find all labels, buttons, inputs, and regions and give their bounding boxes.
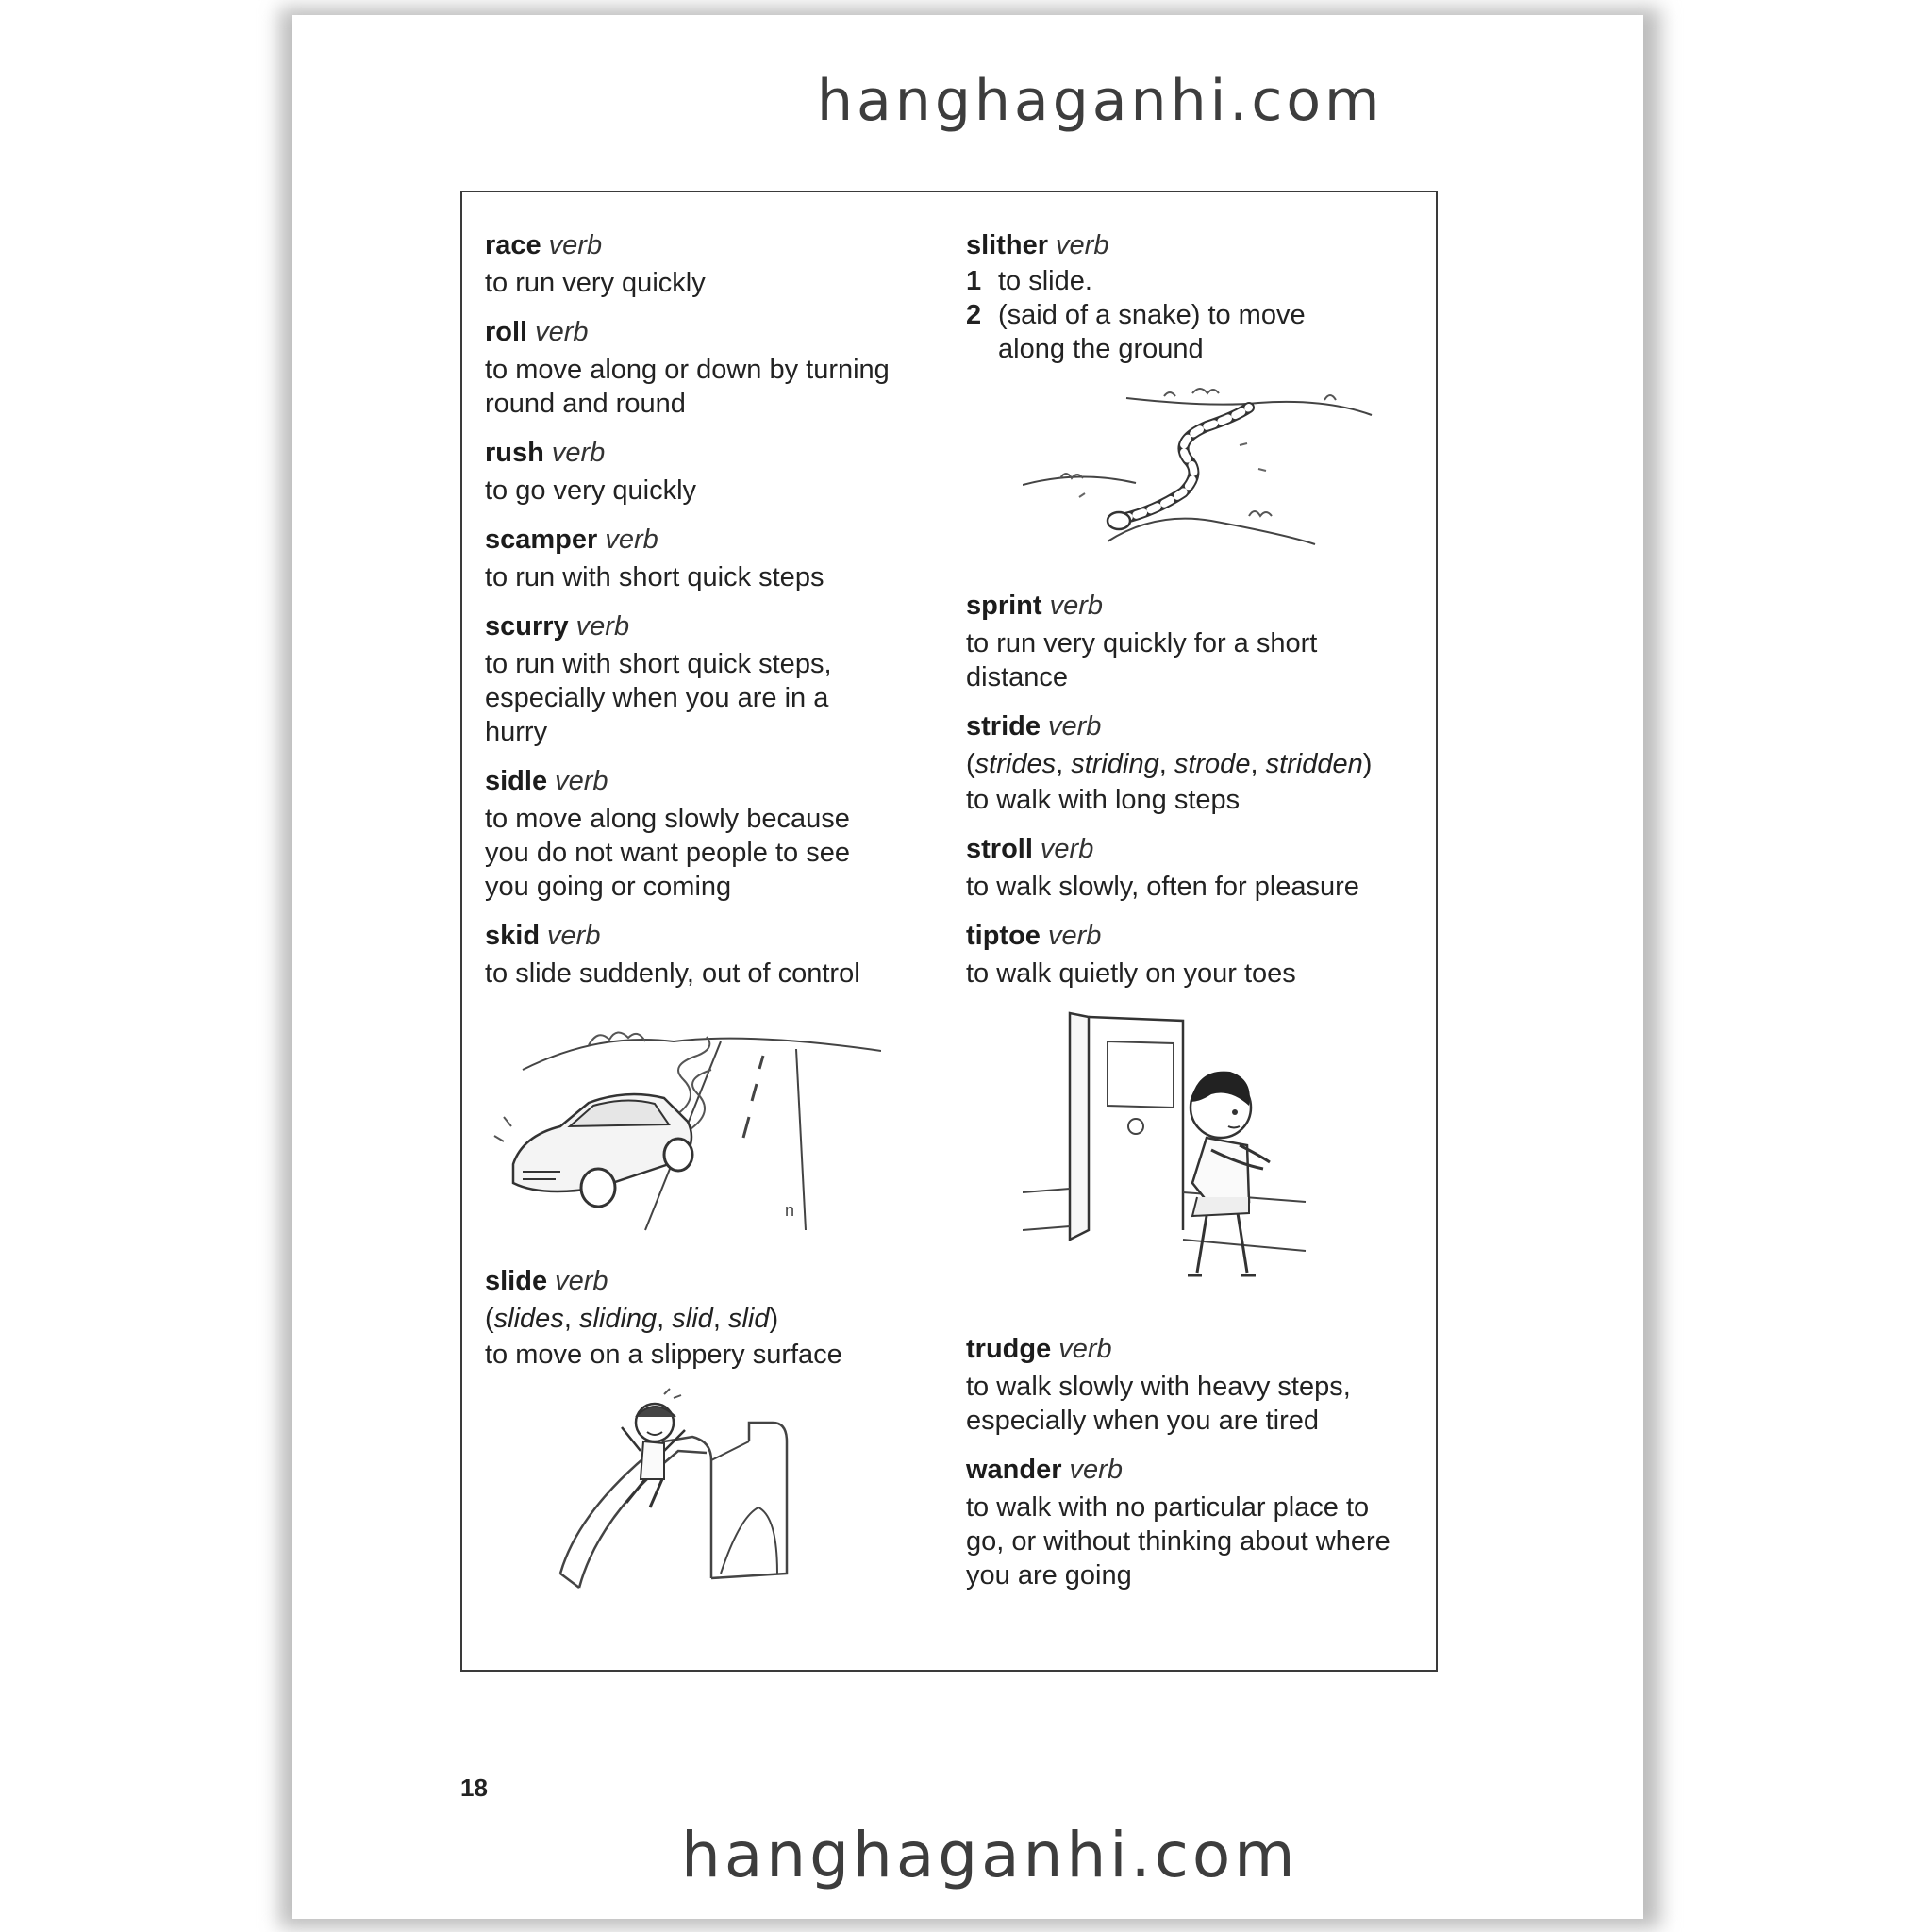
inflection: slid [672, 1304, 713, 1334]
part-of-speech: verb [1058, 1334, 1112, 1364]
right-column [966, 226, 1428, 1606]
headword: race [485, 230, 541, 260]
definition: to run with short quick steps, especially when you are in a hurry [485, 649, 832, 747]
headword: tiptoe [966, 921, 1041, 951]
inflection: sliding [578, 1304, 658, 1334]
definition: to move along slowly because you do not want people to see you going or coming [485, 804, 850, 902]
headword: roll [485, 317, 528, 347]
watermark-bottom: hanghaganhi.com [681, 1819, 1299, 1891]
inflection: strides [974, 749, 1057, 779]
headword: scamper [485, 525, 598, 555]
snake-illustration [1023, 379, 1419, 568]
inflections: (slides, sliding, slid, slid) [485, 1304, 779, 1334]
entry-sidle [485, 762, 938, 904]
headword: sprint [966, 591, 1042, 621]
part-of-speech: verb [547, 921, 601, 951]
sense-text: (said of a snake) to move along the ground [998, 300, 1306, 364]
definition: to go very quickly [485, 475, 697, 506]
headword: slide [485, 1266, 548, 1296]
dictionary-box [460, 191, 1438, 1672]
definition: to walk slowly, often for pleasure [966, 872, 1359, 902]
definition: to walk with long steps [966, 785, 1241, 815]
entry-wander [966, 1451, 1428, 1592]
sense-1 [966, 264, 1428, 298]
part-of-speech: verb [551, 438, 606, 468]
entry-stride [966, 708, 1428, 817]
definition: to move on a slippery surface [485, 1340, 842, 1370]
headword: rush [485, 438, 544, 468]
inflection: stridden [1265, 749, 1363, 779]
definition: to slide suddenly, out of control [485, 958, 860, 989]
headword: skid [485, 921, 541, 951]
part-of-speech: verb [605, 525, 658, 555]
part-of-speech: verb [1056, 230, 1109, 260]
headword: wander [966, 1455, 1062, 1485]
inflection: strode [1174, 749, 1251, 779]
left-column [485, 226, 938, 1602]
sense-text: to slide. [998, 266, 1092, 296]
tiptoe-boy-illustration [1023, 1004, 1419, 1306]
entry-sprint [966, 587, 1428, 694]
part-of-speech: verb [555, 766, 608, 796]
headword: sidle [485, 766, 548, 796]
definition: to run with short quick steps [485, 562, 824, 592]
headword: stride [966, 711, 1041, 741]
headword: scurry [485, 611, 569, 641]
page-number: 18 [460, 1774, 488, 1802]
part-of-speech: verb [1040, 834, 1094, 864]
headword: slither [966, 230, 1049, 260]
inflection: slid [727, 1304, 770, 1334]
definition: to walk quietly on your toes [966, 958, 1296, 989]
slide-child-illustration [523, 1385, 919, 1602]
watermark-top: hanghaganhi.com [817, 68, 1384, 134]
skidding-car-illustration [485, 1004, 881, 1240]
part-of-speech: verb [1049, 591, 1103, 621]
part-of-speech: verb [535, 317, 589, 347]
entry-scamper [485, 521, 938, 594]
entry-rush [485, 434, 938, 508]
inflection: striding [1071, 749, 1159, 779]
headword: stroll [966, 834, 1033, 864]
entry-skid [485, 917, 938, 991]
entry-slither [966, 226, 1428, 366]
definition: to walk slowly with heavy steps, especially when you are tired [966, 1372, 1351, 1436]
definition: to move along or down by turning round and round [485, 355, 890, 419]
definition: to walk with no particular place to go, or without thinking about where you are going [966, 1492, 1391, 1591]
part-of-speech: verb [575, 611, 630, 641]
svg-text:n: n [785, 1201, 795, 1220]
entry-slide [485, 1262, 938, 1372]
definition: to run very quickly [485, 268, 706, 298]
entry-scurry [485, 608, 938, 749]
sense-number: 2 [966, 300, 982, 330]
entry-roll [485, 313, 938, 421]
sense-number: 1 [966, 266, 982, 296]
entry-tiptoe [966, 917, 1428, 991]
sense-2 [966, 298, 1428, 366]
entry-trudge [966, 1330, 1428, 1438]
part-of-speech: verb [555, 1266, 608, 1296]
inflections: (strides, striding, strode, stridden) [966, 749, 1373, 779]
part-of-speech: verb [1069, 1455, 1123, 1485]
part-of-speech: verb [548, 230, 603, 260]
part-of-speech: verb [1047, 711, 1102, 741]
entry-stroll [966, 830, 1428, 904]
headword: trudge [966, 1334, 1052, 1364]
entry-race [485, 226, 938, 300]
part-of-speech: verb [1047, 921, 1102, 951]
inflection: slides [493, 1304, 564, 1334]
definition: to run very quickly for a short distance [966, 628, 1318, 692]
